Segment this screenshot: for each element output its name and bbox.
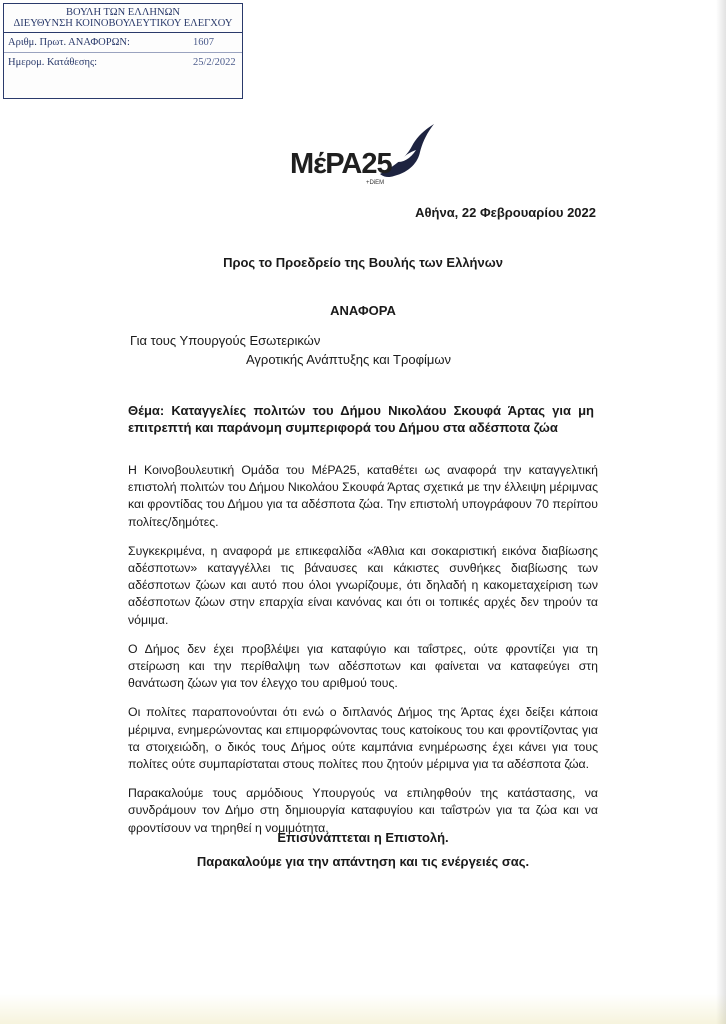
letter-recipient: Προς το Προεδρείο της Βουλής των Ελλήνων (223, 255, 503, 270)
body-paragraph: Συγκεκριμένα, η αναφορά με επικεφαλίδα «Άθλια και σοκαριστική εικόνα διαβίωσης αδέσποτων» καταγγέλλει τις βάναυσες και κάκιστες συνθήκες διαβίωσης των αδέσποτων ζώων και αυτό που όλοι γνωρίζουμε, ότι δηλαδή η κακομεταχείριση των αδέσποτων ζώων στην επαρχία είναι κανόνας και ότι οι τοπικές αρχές δεν τηρούν τα νόμιμα. (128, 543, 598, 627)
addressee-line-2: Αγροτικής Ανάπτυξης και Τροφίμων (246, 352, 452, 367)
letter-subject: Θέμα: Καταγγελίες πολιτών του Δήμου Νικολάου Σκουφά Άρτας για μη επιτρεπτή και παράνομη συμπεριφορά του Δήμου στα αδέσποτα ζώα (128, 403, 594, 435)
stamp-date-row (4, 53, 242, 72)
filing-date-label: Ημερομ. Κατάθεσης: (8, 57, 98, 68)
body-paragraph: Ο Δήμος δεν έχει προβλέψει για καταφύγιο και ταΐστρες, ούτε φροντίζει για τη στείρωση και την περίθαλψη των αδέσποτων και φαίνεται να καταφεύγει στη θανάτωση ζώων για τον έλεγχο του αριθμού τους. (128, 641, 598, 691)
filing-date-value: 25/2/2022 (193, 57, 236, 68)
stamp-header-line1: ΒΟΥΛΗ ΤΩΝ ΕΛΛΗΝΩΝ (66, 7, 180, 18)
body-paragraph: Η Κοινοβουλευτική Ομάδα του ΜέΡΑ25, καταθέτει ως αναφορά την καταγγελτική επιστολή πολιτών του Δήμου Νικολάου Σκουφά Άρτας σχετικά με την έλλειψη μέριμνας και φροντίδας του Δήμου για τα αδέσποτα ζώα. Την επιστολή υπογράφουν 70 περίπου πολίτες/δημότες. (128, 463, 598, 529)
stamp-protocol-row (4, 33, 242, 53)
scan-bottom-tint (0, 994, 726, 1024)
logo-wordmark: ΜέΡΑ25 (290, 148, 392, 180)
protocol-label: Αριθμ. Πρωτ. ΑΝΑΦΟΡΩΝ: (8, 37, 130, 48)
parliament-filing-stamp (3, 3, 243, 99)
body-paragraph: Παρακαλούμε τους αρμόδιους Υπουργούς να επιληφθούν της κατάστασης, να συνδράμουν τον Δήμο στη δημιουργία καταφυγίου και ταΐστρών για τα ζώα και να φροντίσουν να τηρηθεί η νομιμότητα. (128, 786, 598, 835)
letter-body (128, 462, 598, 849)
protocol-value: 1607 (193, 37, 214, 48)
scan-edge-shadow (716, 0, 726, 1024)
stamp-header (4, 4, 242, 33)
response-request: Παρακαλούμε για την απάντηση και τις ενέργειές σας. (196, 854, 530, 869)
stamp-header-line2: ΔΙΕΥΘΥΝΣΗ ΚΟΙΝΟΒΟΥΛΕΥΤΙΚΟΥ ΕΛΕΓΧΟΥ (13, 18, 233, 29)
addressee-line-1: Για τους Υπουργούς Εσωτερικών (130, 333, 321, 348)
document-type-heading: ΑΝΑΦΟΡΑ (330, 303, 396, 318)
logo-subtitle: +DiEM (366, 180, 385, 186)
body-paragraph: Οι πολίτες παραπονούνται ότι ενώ ο διπλανός Δήμος της Άρτας έχει δείξει κάποια μέριμνα, ενημερώνοντας και επιμορφώνοντας τους κατοίκους του και φροντίζοντας για τα στοιχειώδη, ο δικός τους Δήμος ούτε καμπάνια ενημέρωσης έχει κάνει για τους πολίτες ούτε συμπαρίσταται στους πολίτες που ζητούν μέριμνα για τα αδέσποτα ζώα. (128, 705, 598, 772)
letter-closing (0, 826, 726, 874)
letter-date: Αθήνα, 22 Φεβρουαρίου 2022 (415, 205, 596, 220)
party-logo (290, 122, 440, 192)
attachment-note: Επισυνάπτεται η Επιστολή. (277, 830, 449, 845)
